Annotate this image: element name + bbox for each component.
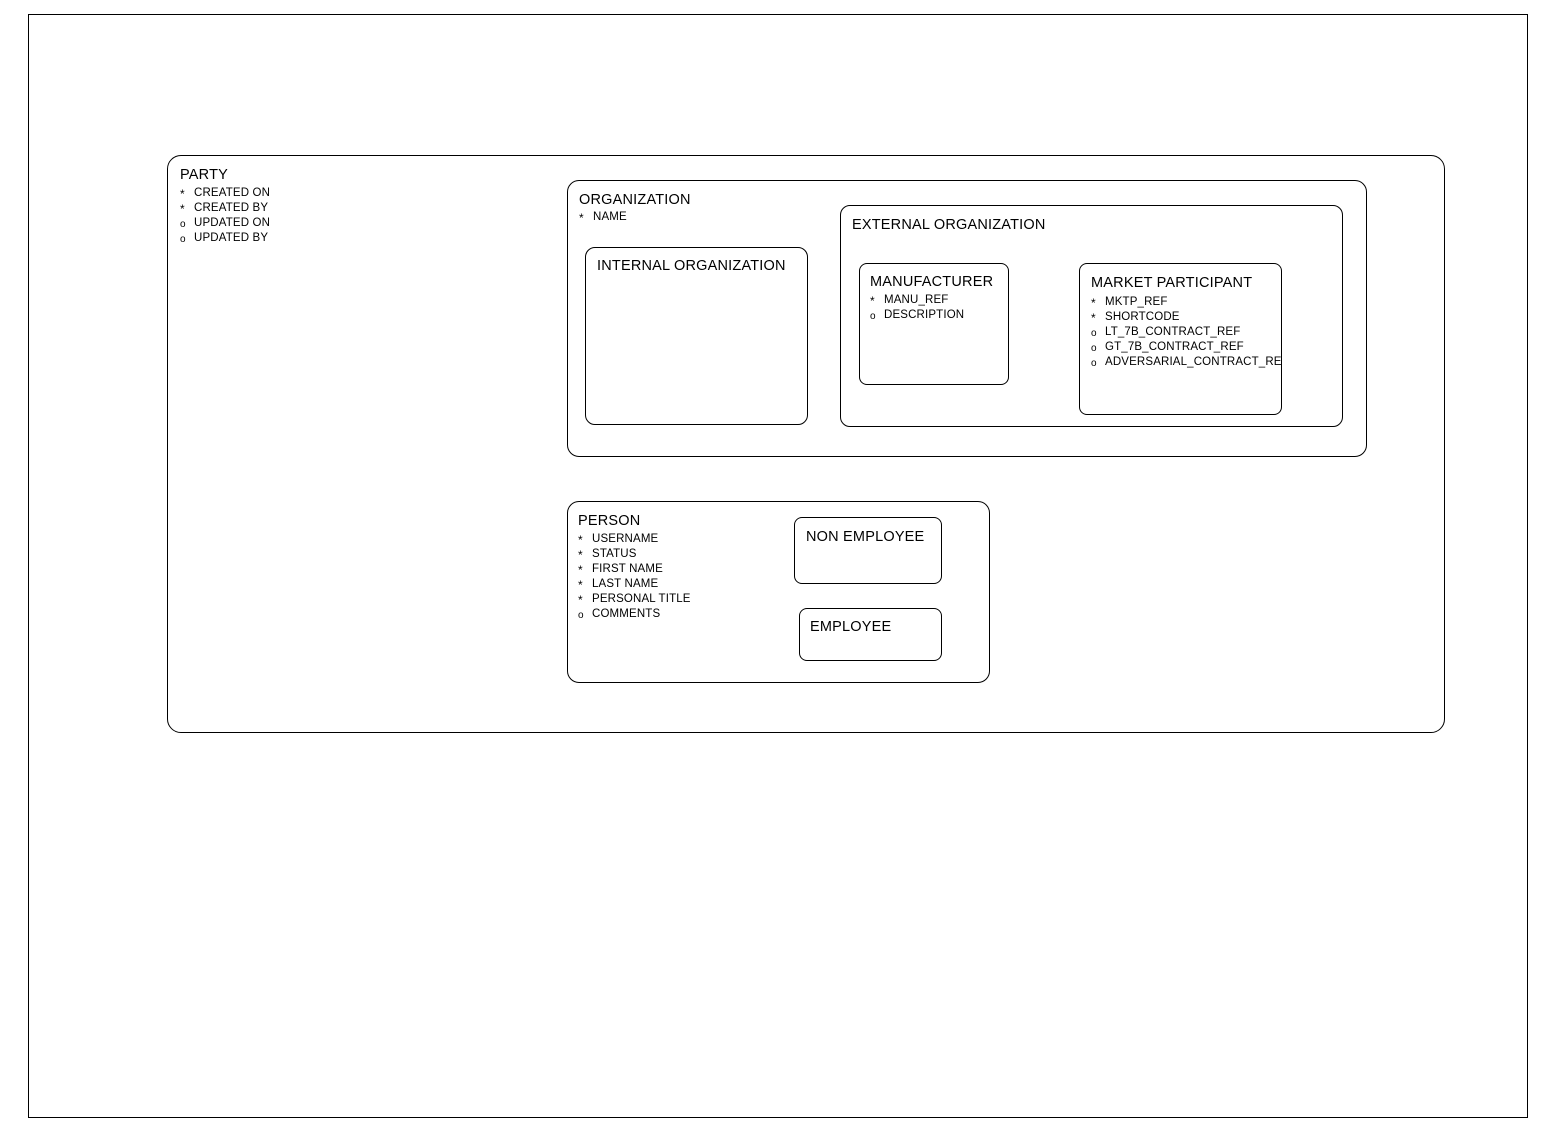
attribute-mark-required: * <box>578 533 583 547</box>
entity-title-party: PARTY <box>180 167 229 183</box>
attribute-row <box>1091 295 1282 310</box>
attribute-row <box>180 216 270 231</box>
entity-title-person: PERSON <box>578 513 641 529</box>
attribute-label: LT_7B_CONTRACT_REF <box>1105 326 1241 338</box>
attribute-label: GT_7B_CONTRACT_REF <box>1105 341 1244 353</box>
attribute-label: NAME <box>593 211 627 223</box>
attribute-mark-optional: o <box>578 610 584 621</box>
attribute-label: MANU_REF <box>884 294 949 306</box>
attribute-row <box>180 186 270 201</box>
attribute-row <box>1091 325 1282 340</box>
attribute-label: ADVERSARIAL_CONTRACT_RE <box>1105 356 1282 368</box>
attribute-label: COMMENTS <box>592 608 661 620</box>
attribute-label: FIRST NAME <box>592 563 663 575</box>
attribute-mark-required: * <box>579 211 584 225</box>
attribute-mark-optional: o <box>180 219 186 230</box>
attribute-mark-optional: o <box>1091 358 1097 369</box>
entity-internal-organization[interactable] <box>585 247 808 425</box>
attribute-row <box>870 308 964 323</box>
attribute-mark-required: * <box>578 563 583 577</box>
attribute-row <box>578 607 691 622</box>
entity-title-external-organization: EXTERNAL ORGANIZATION <box>852 217 1046 233</box>
attribute-label: PERSONAL TITLE <box>592 593 691 605</box>
entity-market-participant[interactable] <box>1079 263 1282 415</box>
attribute-row <box>870 293 964 308</box>
entity-non-employee[interactable] <box>794 517 942 584</box>
attribute-mark-required: * <box>578 548 583 562</box>
entity-title-organization: ORGANIZATION <box>579 192 691 208</box>
attribute-row <box>578 592 691 607</box>
attribute-row <box>1091 340 1282 355</box>
attribute-mark-optional: o <box>870 311 876 322</box>
attribute-row <box>578 532 691 547</box>
attribute-row <box>579 210 627 225</box>
attribute-mark-required: * <box>870 294 875 308</box>
attribute-label: STATUS <box>592 548 637 560</box>
attribute-row <box>578 562 691 577</box>
attribute-label: UPDATED BY <box>194 232 269 244</box>
attribute-list-manufacturer <box>870 293 964 323</box>
attribute-mark-required: * <box>1091 311 1096 325</box>
attribute-mark-optional: o <box>1091 328 1097 339</box>
attribute-mark-required: * <box>578 593 583 607</box>
attribute-mark-required: * <box>1091 296 1096 310</box>
attribute-list-market-participant <box>1091 295 1282 370</box>
attribute-mark-required: * <box>180 187 185 201</box>
attribute-row <box>1091 355 1282 370</box>
attribute-row <box>578 547 691 562</box>
attribute-label: LAST NAME <box>592 578 659 590</box>
entity-title-manufacturer: MANUFACTURER <box>870 274 994 290</box>
attribute-label: CREATED BY <box>194 202 269 214</box>
attribute-mark-required: * <box>180 202 185 216</box>
entity-title-non-employee: NON EMPLOYEE <box>806 529 925 545</box>
attribute-label: CREATED ON <box>194 187 271 199</box>
attribute-row <box>578 577 691 592</box>
attribute-row <box>180 231 270 246</box>
entity-title-employee: EMPLOYEE <box>810 619 892 635</box>
attribute-label: DESCRIPTION <box>884 309 965 321</box>
entity-manufacturer[interactable] <box>859 263 1009 385</box>
attribute-row <box>1091 310 1282 325</box>
attribute-label: USERNAME <box>592 533 659 545</box>
attribute-row <box>180 201 270 216</box>
entity-title-market-participant: MARKET PARTICIPANT <box>1091 275 1253 291</box>
entity-employee[interactable] <box>799 608 942 661</box>
attribute-mark-required: * <box>578 578 583 592</box>
attribute-label: UPDATED ON <box>194 217 271 229</box>
attribute-label: MKTP_REF <box>1105 296 1168 308</box>
attribute-list-person <box>578 532 691 622</box>
attribute-mark-optional: o <box>1091 343 1097 354</box>
entity-title-internal-organization: INTERNAL ORGANIZATION <box>597 258 786 274</box>
attribute-list-organization <box>579 210 627 225</box>
attribute-mark-optional: o <box>180 234 186 245</box>
attribute-label: SHORTCODE <box>1105 311 1180 323</box>
attribute-list-party <box>180 186 270 246</box>
